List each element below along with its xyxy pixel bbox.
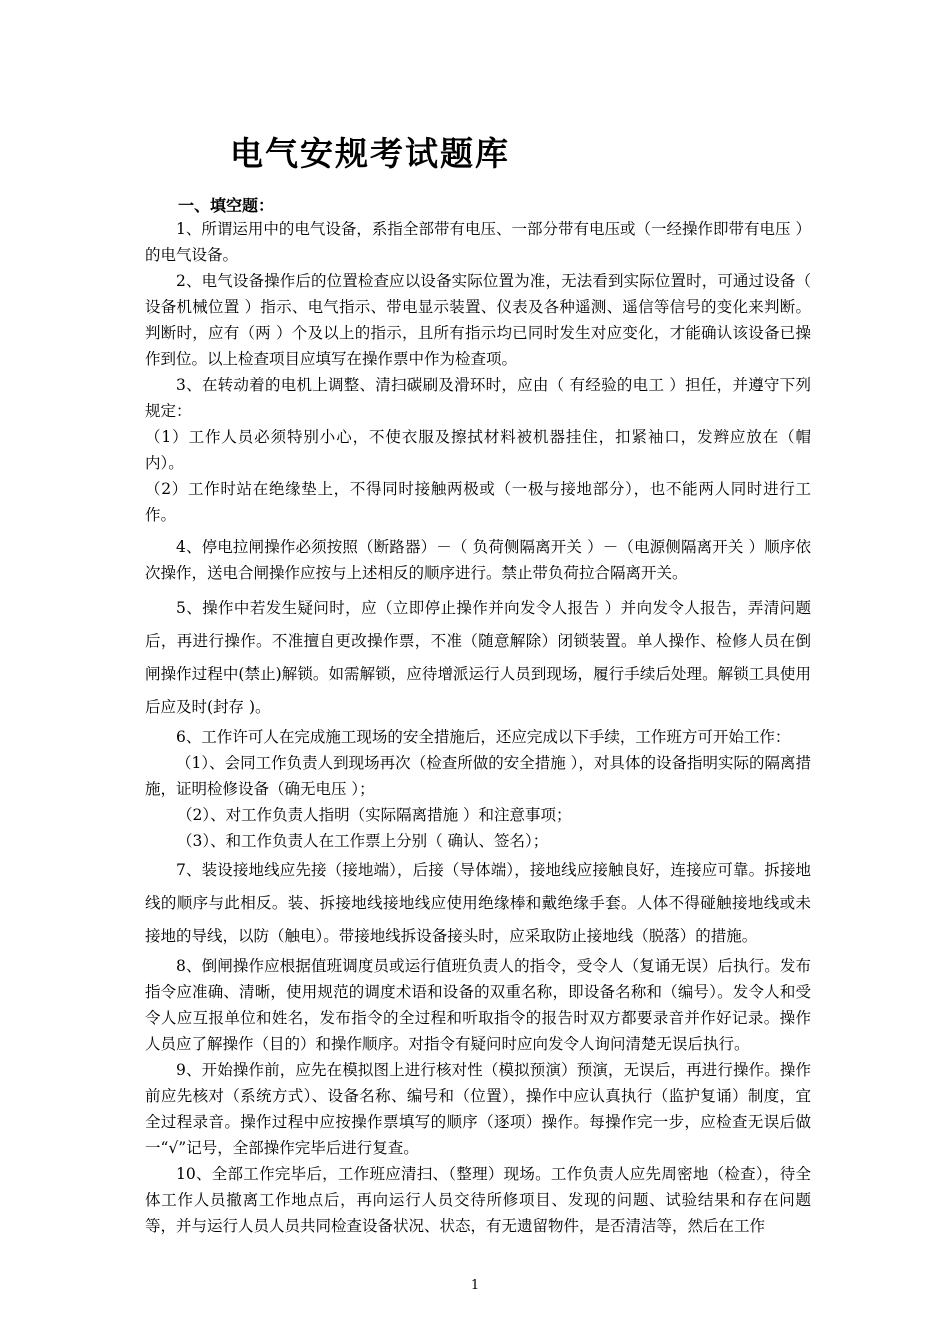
- paragraph-4: 4、停电拉闸操作必须按照（断路器）－（ 负荷侧隔离开关 ）－（电源侧隔离开关 ）顺序依次操作，送电合闸操作应按与上述相反的顺序进行。禁止带负荷拉合隔离开关。: [145, 538, 811, 582]
- paragraph-2: 2、电气设备操作后的位置检查应以设备实际位置为准，无法看到实际位置时，可通过设备（ 设备机械位置 ）指示、电气指示、带电显示装置、仪表及各种遥测、遥信等信号的变化来判断。判断时，应有（两 ）个及以上的指示，且所有指示均已同时发生对应变化，才能确认该设备已操作到位。以上检查项目应填写在操作票中作为检查项。: [145, 272, 811, 368]
- paragraph-6-item-2: （2）、对工作负责人指明（实际隔离措施 ）和注意事项；: [177, 806, 572, 824]
- paragraph-8: 8、倒闸操作应根据值班调度员或运行值班负责人的指令，受令人（复诵无误）后执行。发布指令应准确、清晰，使用规范的调度术语和设备的双重名称，即设备名称和（编号）。发令人和受令人应互报单位和姓名，发布指令的全过程和听取指令的报告时双方都要录音并作好记录。操作人员应了解操作（目的）和操作顺序。对指令有疑问时应向发令人询问清楚无误后执行。: [145, 957, 811, 1053]
- section-heading: 一、填空题：: [178, 196, 275, 215]
- paragraph-6-item-3: （3）、和工作负责人在工作票上分别（ 确认、签名）；: [177, 832, 549, 850]
- paragraph-5: 5、操作中若发生疑问时，应（立即停止操作并向发令人报告 ）并向发令人报告，弄清问题后，再进行操作。不准擅自更改操作票，不准（随意解除）闭锁装置。单人操作、检修人员在倒闸操作过程中(禁止)解锁。如需解锁，应待增派运行人员到现场，履行手续后处理。解锁工具使用后应及时(封存 )。: [145, 599, 811, 716]
- paragraph-7: 7、装设接地线应先接（接地端），后接（导体端），接地线应接触良好，连接应可靠。拆接地线的顺序与此相反。装、拆接地线接地线应使用绝缘棒和戴绝缘手套。人体不得碰触接地线或未接地的导线，以防（触电）。带接地线拆设备接头时，应采取防止接地线（脱落）的措施。: [145, 861, 811, 945]
- paragraph-3-item-1: （1）工作人员必须特别小心，不使衣服及擦拭材料被机器挂住，扣紧袖口，发辫应放在（帽内）。: [145, 428, 811, 472]
- paragraph-10: 10、全部工作完毕后，工作班应清扫、（整理）现场。工作负责人应先周密地（检查），待全体工作人员撤离工作地点后，再向运行人员交待所修项目、发现的问题、试验结果和存在问题等，并与运行人员人员共同检查设备状况、状态，有无遗留物件，是否清洁等，然后在工作: [145, 1165, 811, 1235]
- document-title: 电气安规考试题库: [230, 134, 510, 173]
- document-body: [145, 216, 811, 1239]
- paragraph-3-item-2: （2）工作时站在绝缘垫上，不得同时接触两极或（一极与接地部分），也不能两人同时进行工作。: [145, 480, 811, 524]
- page-number: 1: [470, 1278, 480, 1293]
- paragraph-6-item-1: （1）、会同工作负责人到现场再次（检查所做的安全措施 ），对具体的设备指明实际的隔离措施，证明检修设备（确无电压 ）；: [145, 754, 811, 798]
- paragraph-1: 1、所谓运用中的电气设备，系指全部带有电压、一部分带有电压或（一经操作即带有电压 ）的电气设备。: [145, 220, 811, 264]
- paragraph-9: 9、开始操作前，应先在模拟图上进行核对性（模拟预演）预演，无误后，再进行操作。操作前应先核对（系统方式）、设备名称、编号和（位置），操作中应认真执行（监护复诵）制度，宜全过程录音。操作过程中应按操作票填写的顺序（逐项）操作。每操作完一步，应检查无误后做一“√”记号，全部操作完毕后进行复查。: [145, 1061, 811, 1157]
- paragraph-6: 6、工作许可人在完成施工现场的安全措施后，还应完成以下手续，工作班方可开始工作：: [176, 728, 791, 746]
- paragraph-3: 3、在转动着的电机上调整、清扫碳刷及滑环时，应由（ 有经验的电工 ）担任，并遵守下列规定：: [145, 376, 811, 420]
